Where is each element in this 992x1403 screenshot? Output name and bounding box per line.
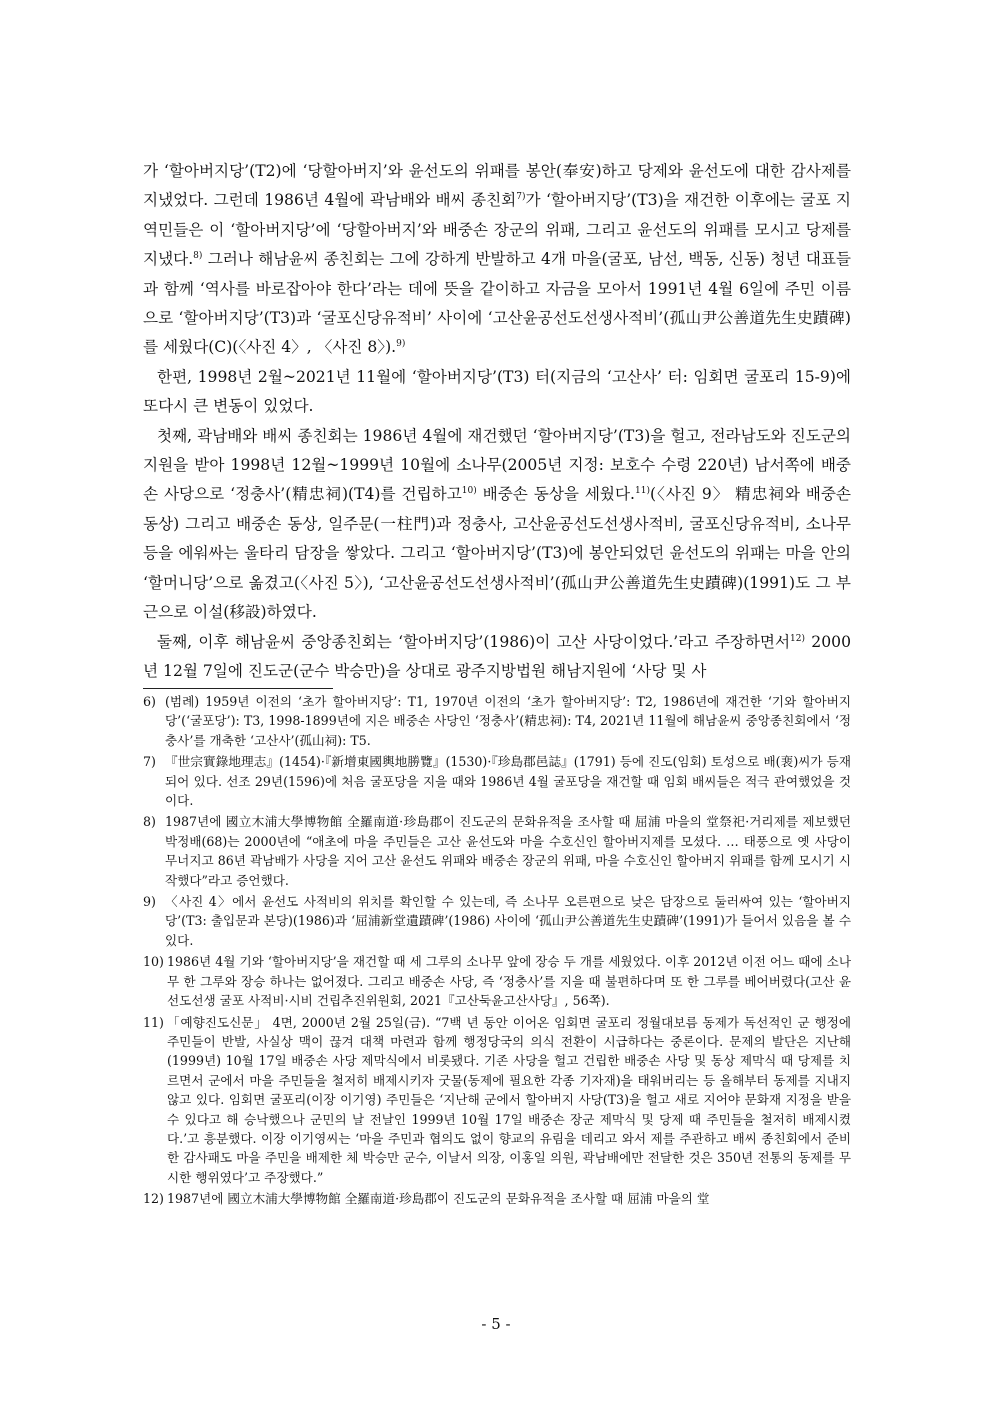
footnote-ref-7[interactable]: 7) xyxy=(516,192,526,203)
footnote-ref-9[interactable]: 9) xyxy=(396,339,406,350)
footnote-7 xyxy=(143,752,851,810)
footnote-text: (범례) 1959년 이전의 ‘초가 할아버지당’: T1, 1970년 이전의 ‘초가 할아버지당’: T2, 1986년에 재건한 ‘기와 할아버지당’(‘굴포당’): T3, 1998-1899년에 지은 배중손 사당인 ‘정충사’(精忠祠): T4, 2021년 11월에 해남윤씨 중앙종친회에서 ‘정충사’를 개축한 ‘고산사’(孤山祠): T5. xyxy=(165,694,851,748)
footnote-9 xyxy=(143,892,851,950)
paragraph-2: 한편, 1998년 2월~2021년 11월에 ‘할아버지당’(T3) 터(지금의 ‘고산사’ 터: 임회면 굴포리 15-9)에 또다시 큰 변동이 있었다. xyxy=(143,367,851,416)
page-number: - 5 - xyxy=(481,1315,511,1333)
paragraph-1: 가 ‘할아버지당’(T2)에 ‘당할아버지’와 윤선도의 위패를 봉안(奉安)하고 당제와 윤선도에 대한 감사제를 지냈었다. 그런데 1986년 4월에 곽남배와 배씨 종친회$^{7)}$가 ‘할아버지당’(T3)을 재건한 이후에는 굴포 지역민들은 이 ‘할아버지당’에 ‘당할아버지’와 배중손 장군의 위패, 그리고 윤선도의 위패를 모시고 당제를 지냈다.$^{8)}$ 그러나 해남윤씨 종친회는 그에 강하게 반발하고 4개 마을(굴포, 남선, 백동, 신동) 청년 대표들과 함께 ‘역사를 바로잡아야 한다’라는 데에 뜻을 같이하고 자금을 모아서 1991년 4월 6일에 주민 이름으로 ‘할아버지당’(T3)과 ‘굴포신당유적비’ 사이에 ‘고산윤공선도선생사적비’(孤山尹公善道先生史蹟碑)를 세웠다(C)(〈사진 4〉, 〈사진 8〉).$^{9)}$ xyxy=(143,162,851,357)
footnote-6 xyxy=(143,692,851,750)
footnote-8 xyxy=(143,812,851,890)
footnote-12 xyxy=(143,1189,851,1208)
footnote-number: 12) xyxy=(143,1191,164,1207)
footnote-separator xyxy=(143,688,333,689)
footnote-ref-8[interactable]: 8) xyxy=(193,251,203,262)
footnote-ref-10[interactable]: 10) xyxy=(461,486,477,497)
footnote-text: 『世宗實錄地理志』(1454)·『新增東國輿地勝覽』(1530)·『珍島郡邑誌』(1791) 등에 진도(임회) 토성으로 배(裵)씨가 등재되어 있다. 선조 29년(1596)에 처음 굴포당을 지을 때와 1986년 4월 굴포당을 재건할 때 임회 배씨들은 적극 관여했었을 것이다. xyxy=(165,754,851,809)
footnote-ref-11[interactable]: 11) xyxy=(635,486,650,497)
footnote-11 xyxy=(143,1013,851,1188)
paragraph-3: 첫째, 곽남배와 배씨 종친회는 1986년 4월에 재건했던 ‘할아버지당’(T3)을 헐고, 전라남도와 진도군의 지원을 받아 1998년 12월~1999년 10월에 소나무(2005년 지정: 보호수 수령 220년) 남서쪽에 배중손 사당으로 ‘정충사’(精忠祠)(T4)를 건립하고$^{10)}$ 배중손 동상을 세웠다.$^{11)}$(〈사진 9〉 精忠祠와 배중손 동상) 그리고 배중손 동상, 일주문(一柱門)과 정충사, 고산윤공선도선생사적비, 굴포신당유적비, 소나무 등을 에워싸는 울타리 담장을 쌓았다. 그리고 ‘할아버지당’(T3)에 봉안되었던 윤선도의 위패는 마을 안의 ‘할머니당’으로 옮겼고(〈사진 5〉), ‘고산윤공선도선생사적비’(孤山尹公善道先生史蹟碑)(1991)도 그 부근으로 이설(移設)하였다. xyxy=(143,426,851,622)
footnote-10 xyxy=(143,952,851,1010)
footnote-ref-12[interactable]: 12) xyxy=(790,633,805,644)
footnote-number: 6) xyxy=(143,694,156,709)
body-text xyxy=(143,157,851,686)
footnotes xyxy=(143,692,851,1211)
footnote-number: 7) xyxy=(143,754,156,770)
footnote-text: 1987년에 國立木浦大學博物館 全羅南道·珍島郡이 진도군의 문화유적을 조사할 때 屈浦 마을의 堂 xyxy=(167,1191,710,1207)
footnote-number: 8) xyxy=(143,814,156,830)
footnote-text: 1987년에 國立木浦大學博物館 全羅南道·珍島郡이 진도군의 문화유적을 조사할 때 屈浦 마을의 堂祭祀·거리제를 제보했던 박정배(68)는 2000년에 “애초에 마을 주민들은 고산 윤선도와 마을 수호신인 할아버지제를 모셨다. … 태풍으로 옛 사당이 무너지고 86년 곽남배가 사당을 지어 고산 윤선도 위패와 배중손 장군의 위패, 마을 수호신인 할아버지 위패를 함께 모시기 시작했다”라고 증언했다. xyxy=(165,814,851,888)
footnote-number: 11) xyxy=(143,1014,164,1030)
paragraph-4: 둘째, 이후 해남윤씨 중앙종친회는 ‘할아버지당’(1986)이 고산 사당이었다.’라고 주장하면서$^{12)}$ 2000년 12월 7일에 진도군(군수 박승만)을 상대로 광주지방법원 해남지원에 ‘사당 및 사 xyxy=(143,632,851,680)
footnote-number: 9) xyxy=(143,894,156,910)
footnote-number: 10) xyxy=(143,954,164,970)
footnote-text: 〈사진 4〉에서 윤선도 사적비의 위치를 확인할 수 있는데, 즉 소나무 오른편으로 낮은 담장으로 둘러싸여 있는 ‘할아버지당’(T3: 출입문과 본당)(1986)과 ‘屈浦新堂遺蹟碑’(1986) 사이에 ‘孤山尹公善道先生史蹟碑’(1991)가 들어서 있음을 볼 수 있다. xyxy=(165,894,851,948)
footnote-text: 「예향진도신문」 4면, 2000년 2월 25일(금). “7백 년 동안 이어온 임회면 굴포리 정월대보름 동제가 독선적인 군 행정에 주민들이 반발, 사실상 맥이 끊겨 대책 마련과 함께 행정당국의 의식 전환이 시급하다는 중론이다. 문제의 발단은 지난해(1999년) 10월 17일 배중손 사당 제막식에서 비롯됐다. 기존 사당을 헐고 건립한 배중손 사당 및 동상 제막식 때 당제를 치르면서 군에서 마을 주민들을 철저히 배제시키자 굿물(동제에 필요한 각종 기자재)을 태워버리는 등 올해부터 동제를 지내지 않고 있다. 임회면 굴포리(이장 이기영) 주민들은 ‘지난해 군에서 할아버지 사당(T3)을 헐고 새로 지어야 문화재 지정을 받을 수 있다고 해 승낙했으나 군민의 날 전날인 1999년 10월 17일 배중손 장군 제막식 및 당제 때 주민들을 철저히 배제시켰다.’고 흥분했다. 이장 이기영씨는 ‘마을 주민과 협의도 없이 향교의 유림을 데리고 와서 제를 주관하고 배씨 종친회에서 준비한 감사패도 마을 주민을 배제한 체 박승만 군수, 이날서 의장, 이홍일 의원, 곽남배에만 전달한 것은 350년 전통의 동제를 무시한 행위였다’고 주장했다.” xyxy=(167,1014,851,1185)
footnote-text: 1986년 4월 기와 ‘할아버지당’을 재건할 때 세 그루의 소나무 앞에 장승 두 개를 세웠었다. 이후 2012년 이전 어느 때에 소나무 한 그루와 장승 하나는 없어졌다. 그리고 배중손 사당, 즉 ‘정충사’를 지을 때 불편하다며 또 한 그루를 베어버렸다(고산 윤선도선생 굴포 사적비·시비 건립추진위원회, 2021『고산둑윤고산사당』, 56쪽). xyxy=(167,954,851,1009)
